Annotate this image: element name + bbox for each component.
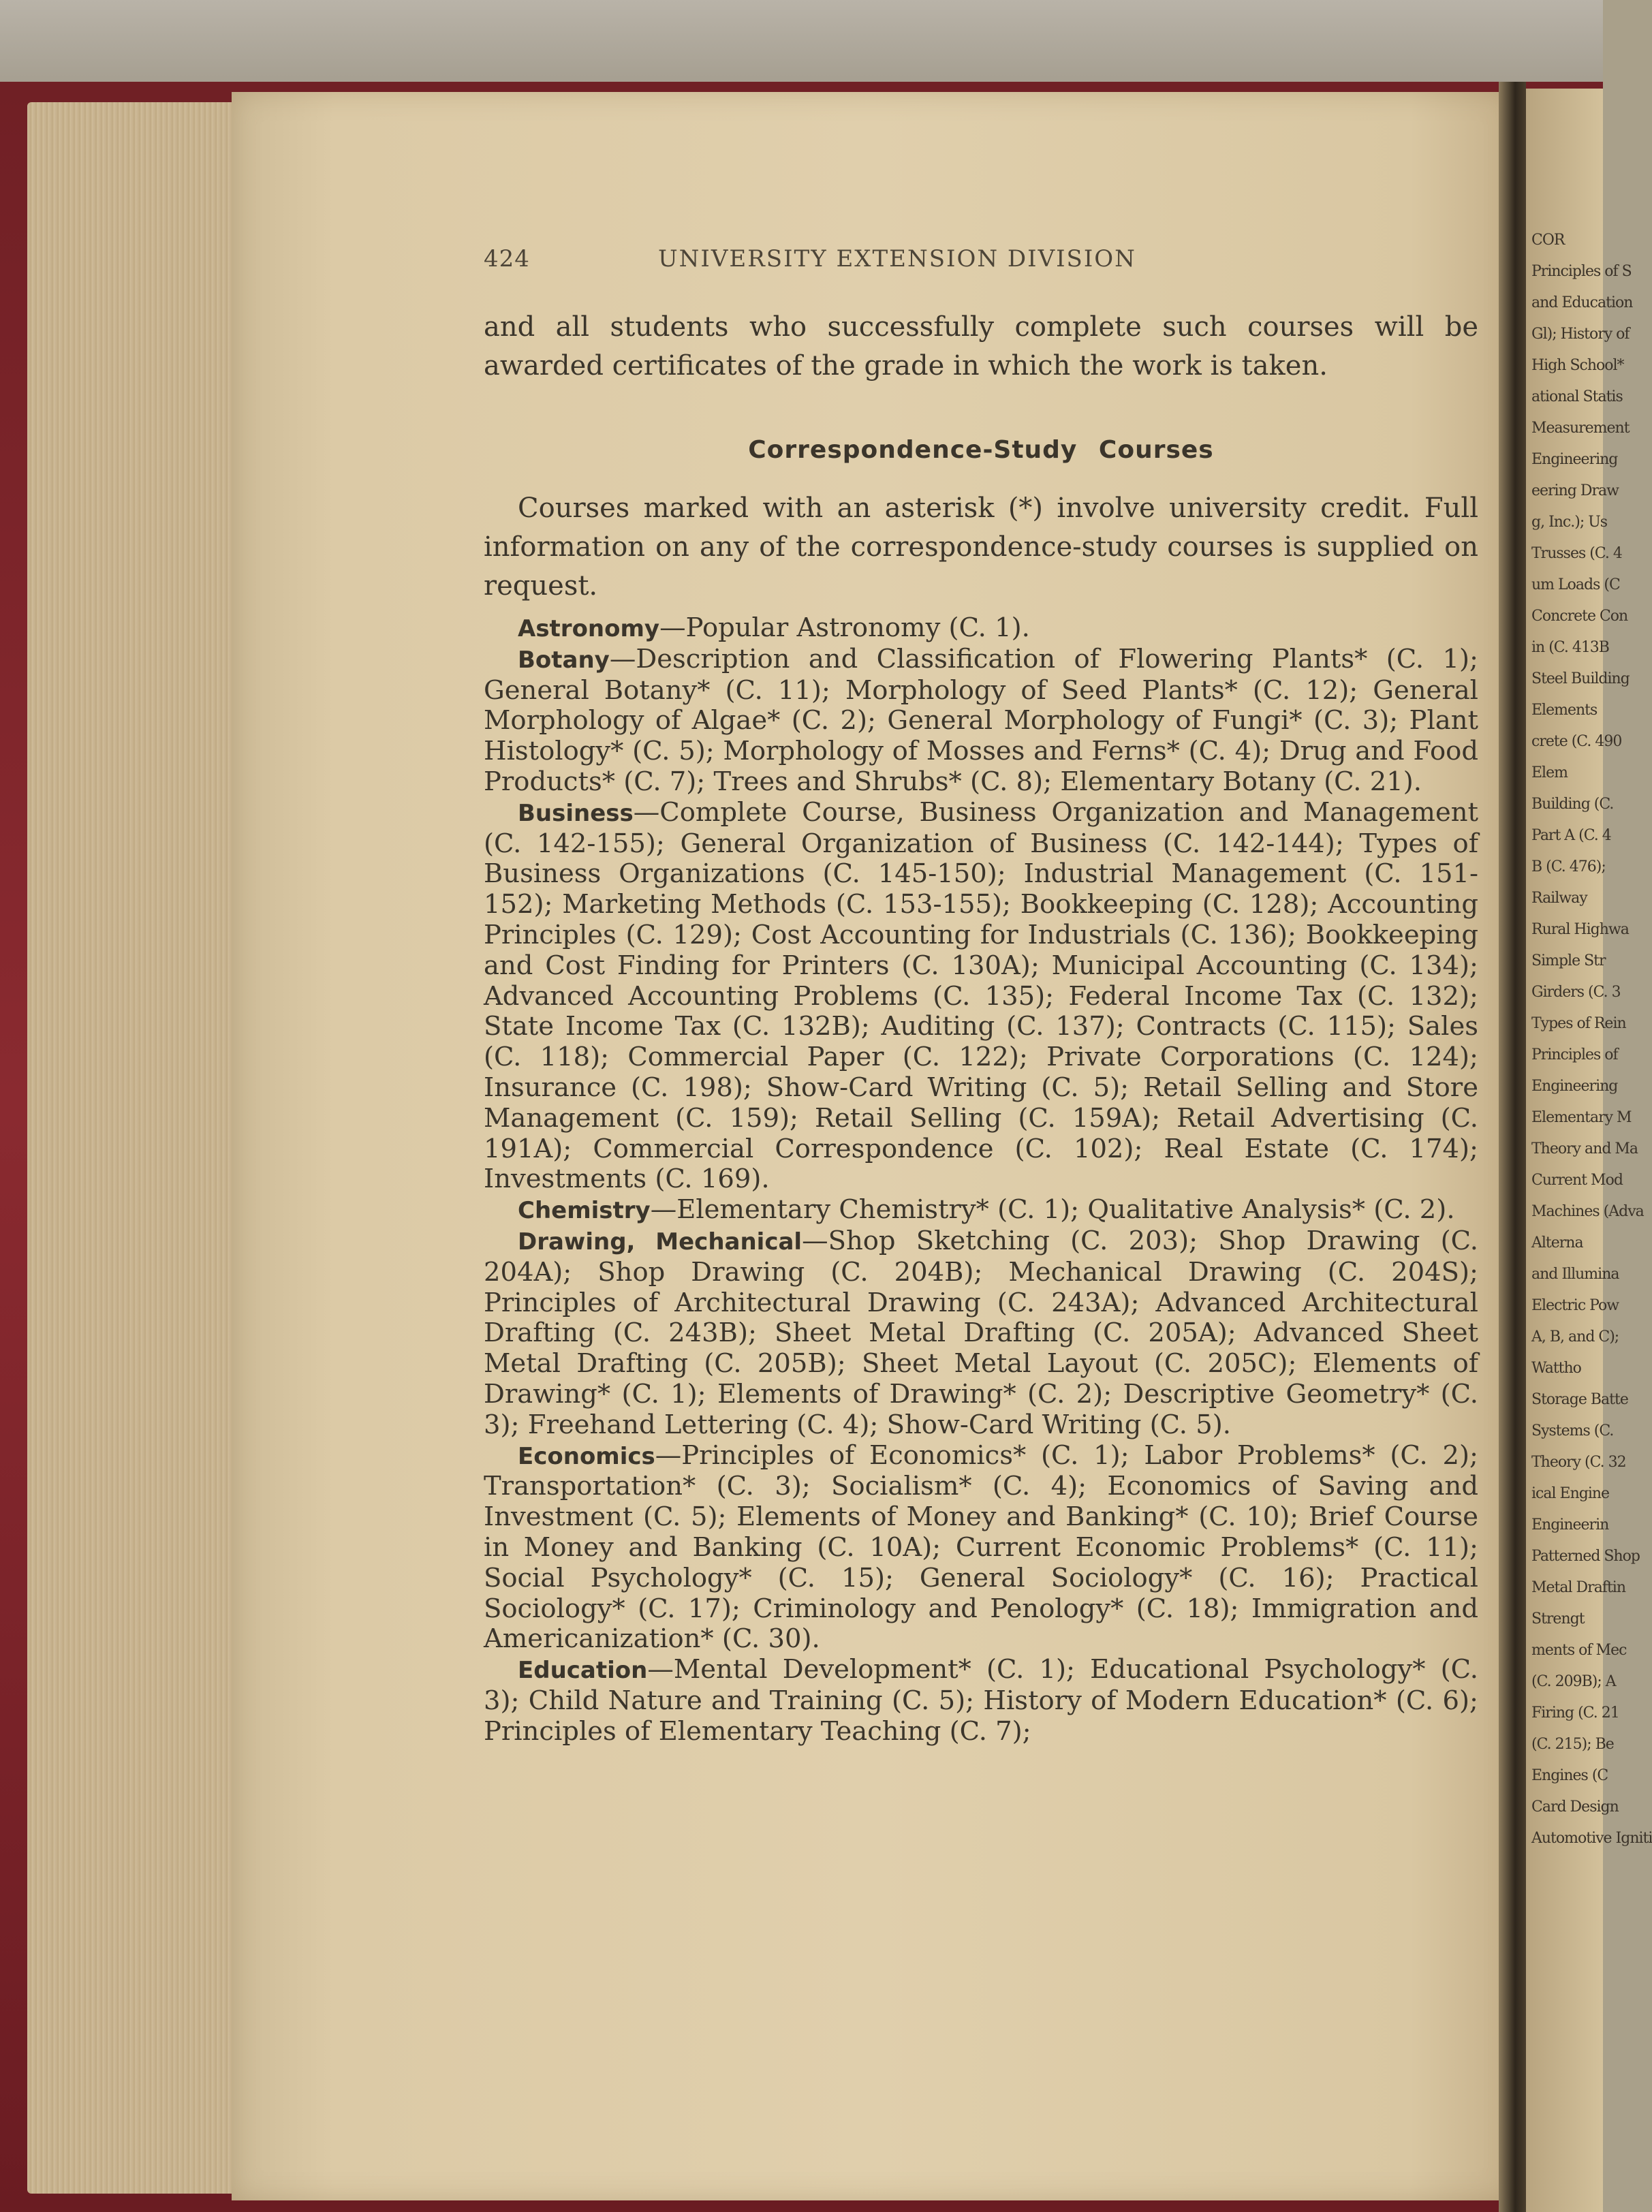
subject-label: Astronomy bbox=[518, 615, 660, 642]
facing-page-fragment: and Education bbox=[1531, 294, 1633, 311]
course-text: —Complete Course, Business Organization and Management (C. 142-155); General Organization of Business (C. 142-144); Types of Business Organizations (C. 145-150); Industrial Management (C. 151-152); Marketing Methods (C. 153-155); Bookkeeping (C. 128); Accounting Principles (C. 129); Cost Accounting for Industrials (C. 136); Bookkeeping and Cost Finding for Printers (C. 130A); Municipal Accounting (C. 134); Advanced Accounting Problems (C. 135); Federal Income Tax (C. 132); State Income Tax (C. 132B); Auditing (C. 137); Contracts (C. 115); Sales (C. 118); Commercial Paper (C. 122); Private Corporations (C. 124); Insurance (C. 198); Show-Card Writing (C. 5); Retail Selling and Store Management (C. 159); Retail Selling (C. 159A); Retail Advertising (C. 191A); Commercial Correspondence (C. 102); Real Estate (C. 174); Investments (C. 169). bbox=[484, 796, 1478, 1195]
facing-page-fragment: Rural Highwa bbox=[1531, 921, 1629, 938]
facing-page-edge bbox=[1526, 89, 1652, 2212]
facing-page-fragment: (C. 215); Be bbox=[1531, 1736, 1614, 1753]
facing-page-fragment: B (C. 476); bbox=[1531, 858, 1606, 875]
facing-page-fragment: Elements bbox=[1531, 702, 1598, 719]
facing-page-fragment: Theory and Ma bbox=[1531, 1140, 1638, 1157]
subject-label: Business bbox=[518, 799, 634, 827]
facing-page-fragment: Storage Batte bbox=[1531, 1391, 1628, 1408]
course-text: —Mental Development* (C. 1); Educational Psychology* (C. 3); Child Nature and Training (C. 5); History of Modern Education* (C. 6); Principles of Elementary Teaching (C. 7); bbox=[484, 1654, 1478, 1747]
subject-label: Education bbox=[518, 1657, 648, 1685]
facing-page-fragment: Principles of S bbox=[1531, 263, 1632, 280]
course-entry-business bbox=[484, 798, 1478, 1195]
facing-page-fragment: Engineering bbox=[1531, 451, 1618, 468]
section-title: Correspondence-Study Courses bbox=[748, 436, 1214, 464]
subject-label: Botany bbox=[518, 646, 610, 674]
facing-page-fragment: Girders (C. 3 bbox=[1531, 984, 1621, 1001]
facing-page-fragment: Automotive Igniti bbox=[1531, 1830, 1652, 1847]
course-entry-botany bbox=[484, 644, 1478, 798]
facing-page-fragment: Wattho bbox=[1531, 1360, 1581, 1377]
facing-page-fragment: crete (C. 490 bbox=[1531, 733, 1622, 750]
subject-label: Economics bbox=[518, 1442, 655, 1470]
course-entry-education bbox=[484, 1655, 1478, 1747]
facing-page-fragment: Principles of bbox=[1531, 1046, 1618, 1063]
facing-page-fragment: Part A (C. 4 bbox=[1531, 827, 1611, 844]
intro-paragraph: and all students who successfully complete such courses will be awarded certificates of the grade in which the work is taken. bbox=[484, 311, 1478, 381]
facing-page-fragment: Strengt bbox=[1531, 1610, 1585, 1627]
facing-page-fragment: Measurement bbox=[1531, 420, 1630, 437]
facing-page-fragment: ments of Mec bbox=[1531, 1642, 1627, 1659]
course-entry-chemistry bbox=[484, 1195, 1478, 1226]
facing-page-fragment: A, B, and C); bbox=[1531, 1328, 1619, 1345]
facing-page-fragment: Elementary M bbox=[1531, 1109, 1632, 1126]
facing-page-fragment: Card Design bbox=[1531, 1798, 1619, 1816]
course-text: —Popular Astronomy (C. 1). bbox=[659, 612, 1030, 643]
course-text: —Principles of Economics* (C. 1); Labor Problems* (C. 2); Transportation* (C. 3); Socialism* (C. 4); Economics of Saving and Investment (C. 5); Elements of Money and Banking* (C. 10); Brief Course in Money and Banking (C. 10A); Current Economic Problems* (C. 11); Social Psychology* (C. 15); General Sociology* (C. 16); Practical Sociology* (C. 17); Criminology and Penology* (C. 18); Immigration and Americanization* (C. 30). bbox=[484, 1439, 1478, 1655]
background-surface bbox=[0, 0, 1603, 82]
running-head-title: UNIVERSITY EXTENSION DIVISION bbox=[658, 245, 1136, 272]
facing-page-fragment: and Illumina bbox=[1531, 1266, 1619, 1283]
facing-page-fragment: Theory (C. 32 bbox=[1531, 1454, 1626, 1471]
subject-label: Chemistry bbox=[518, 1197, 651, 1225]
facing-page-fragment: Engineering bbox=[1531, 1078, 1618, 1095]
facing-page-fragment: ical Engine bbox=[1531, 1485, 1610, 1502]
facing-page-fragment: Engines (C bbox=[1531, 1767, 1608, 1784]
facing-page-fragment: g, Inc.); Us bbox=[1531, 514, 1608, 531]
facing-page-fragment: Current Mod bbox=[1531, 1172, 1623, 1189]
facing-page-fragment: High School* bbox=[1531, 357, 1624, 374]
course-list bbox=[484, 613, 1478, 1747]
facing-page-fragment: COR bbox=[1531, 232, 1565, 249]
facing-page-fragment: eering Draw bbox=[1531, 482, 1619, 499]
facing-page-fragment: Railway bbox=[1531, 890, 1587, 907]
facing-page-fragment: ational Statis bbox=[1531, 388, 1623, 405]
facing-page-fragment: Steel Building bbox=[1531, 670, 1630, 687]
note-paragraph: Courses marked with an asterisk (*) involve university credit. Full information on any of the correspondence-study courses is supplied on request. bbox=[484, 493, 1478, 602]
facing-page-fragment: Firing (C. 21 bbox=[1531, 1704, 1619, 1722]
page-edges bbox=[27, 102, 245, 2194]
facing-page-fragment: Building (C. bbox=[1531, 796, 1614, 813]
facing-page-fragment: Engineerin bbox=[1531, 1516, 1609, 1533]
facing-page-fragment: Alterna bbox=[1531, 1234, 1583, 1251]
facing-page-fragment: Gl); History of bbox=[1531, 326, 1630, 343]
facing-page-fragment: Elem bbox=[1531, 764, 1568, 781]
facing-page-fragment: Types of Rein bbox=[1531, 1015, 1626, 1032]
facing-page-fragment: Patterned Shop bbox=[1531, 1548, 1640, 1565]
facing-page-fragment: Metal Draftin bbox=[1531, 1579, 1625, 1596]
subject-label: Drawing, Mechanical bbox=[518, 1228, 802, 1256]
course-entry-astronomy bbox=[484, 613, 1478, 644]
facing-page-fragment: um Loads (C bbox=[1531, 576, 1620, 593]
facing-page-fragment: Simple Str bbox=[1531, 952, 1606, 969]
facing-page-fragment: Concrete Con bbox=[1531, 608, 1628, 625]
course-entry-drawing bbox=[484, 1226, 1478, 1441]
course-text: —Elementary Chemistry* (C. 1); Qualitative Analysis* (C. 2). bbox=[650, 1194, 1455, 1226]
facing-page-fragment: Systems (C. bbox=[1531, 1422, 1614, 1439]
course-entry-economics bbox=[484, 1441, 1478, 1655]
course-text: —Description and Classification of Flowering Plants* (C. 1); General Botany* (C. 11); Morphology of Seed Plants* (C. 12); General Morphology of Algae* (C. 2); General Morphology of Fungi* (C. 3); Plant Histology* (C. 5); Morphology of Mosses and Ferns* (C. 4); Drug and Food Products* (C. 7); Trees and Shrubs* (C. 8); Elementary Botany (C. 21). bbox=[484, 643, 1478, 797]
facing-page-fragment: Machines (Adva bbox=[1531, 1203, 1644, 1220]
facing-page-fragment: Trusses (C. 4 bbox=[1531, 545, 1622, 562]
page-number: 424 bbox=[484, 245, 530, 272]
facing-page-fragment: Electric Pow bbox=[1531, 1297, 1619, 1314]
facing-page-fragment: (C. 209B); A bbox=[1531, 1673, 1616, 1690]
facing-page-fragment: in (C. 413B bbox=[1531, 639, 1609, 656]
course-text: —Shop Sketching (C. 203); Shop Drawing (C. 204A); Shop Drawing (C. 204B); Mechanical Drawing (C. 204S); Principles of Architectural Drawing (C. 243A); Advanced Architectural Drafting (C. 243B); Sheet Metal Drafting (C. 205A); Advanced Sheet Metal Drafting (C. 205B); Sheet Metal Layout (C. 205C); Elements of Drawing* (C. 1); Elements of Drawing* (C. 2); Descriptive Geometry* (C. 3); Freehand Lettering (C. 4); Show-Card Writing (C. 5). bbox=[484, 1225, 1478, 1440]
book-gutter bbox=[1499, 82, 1526, 2212]
